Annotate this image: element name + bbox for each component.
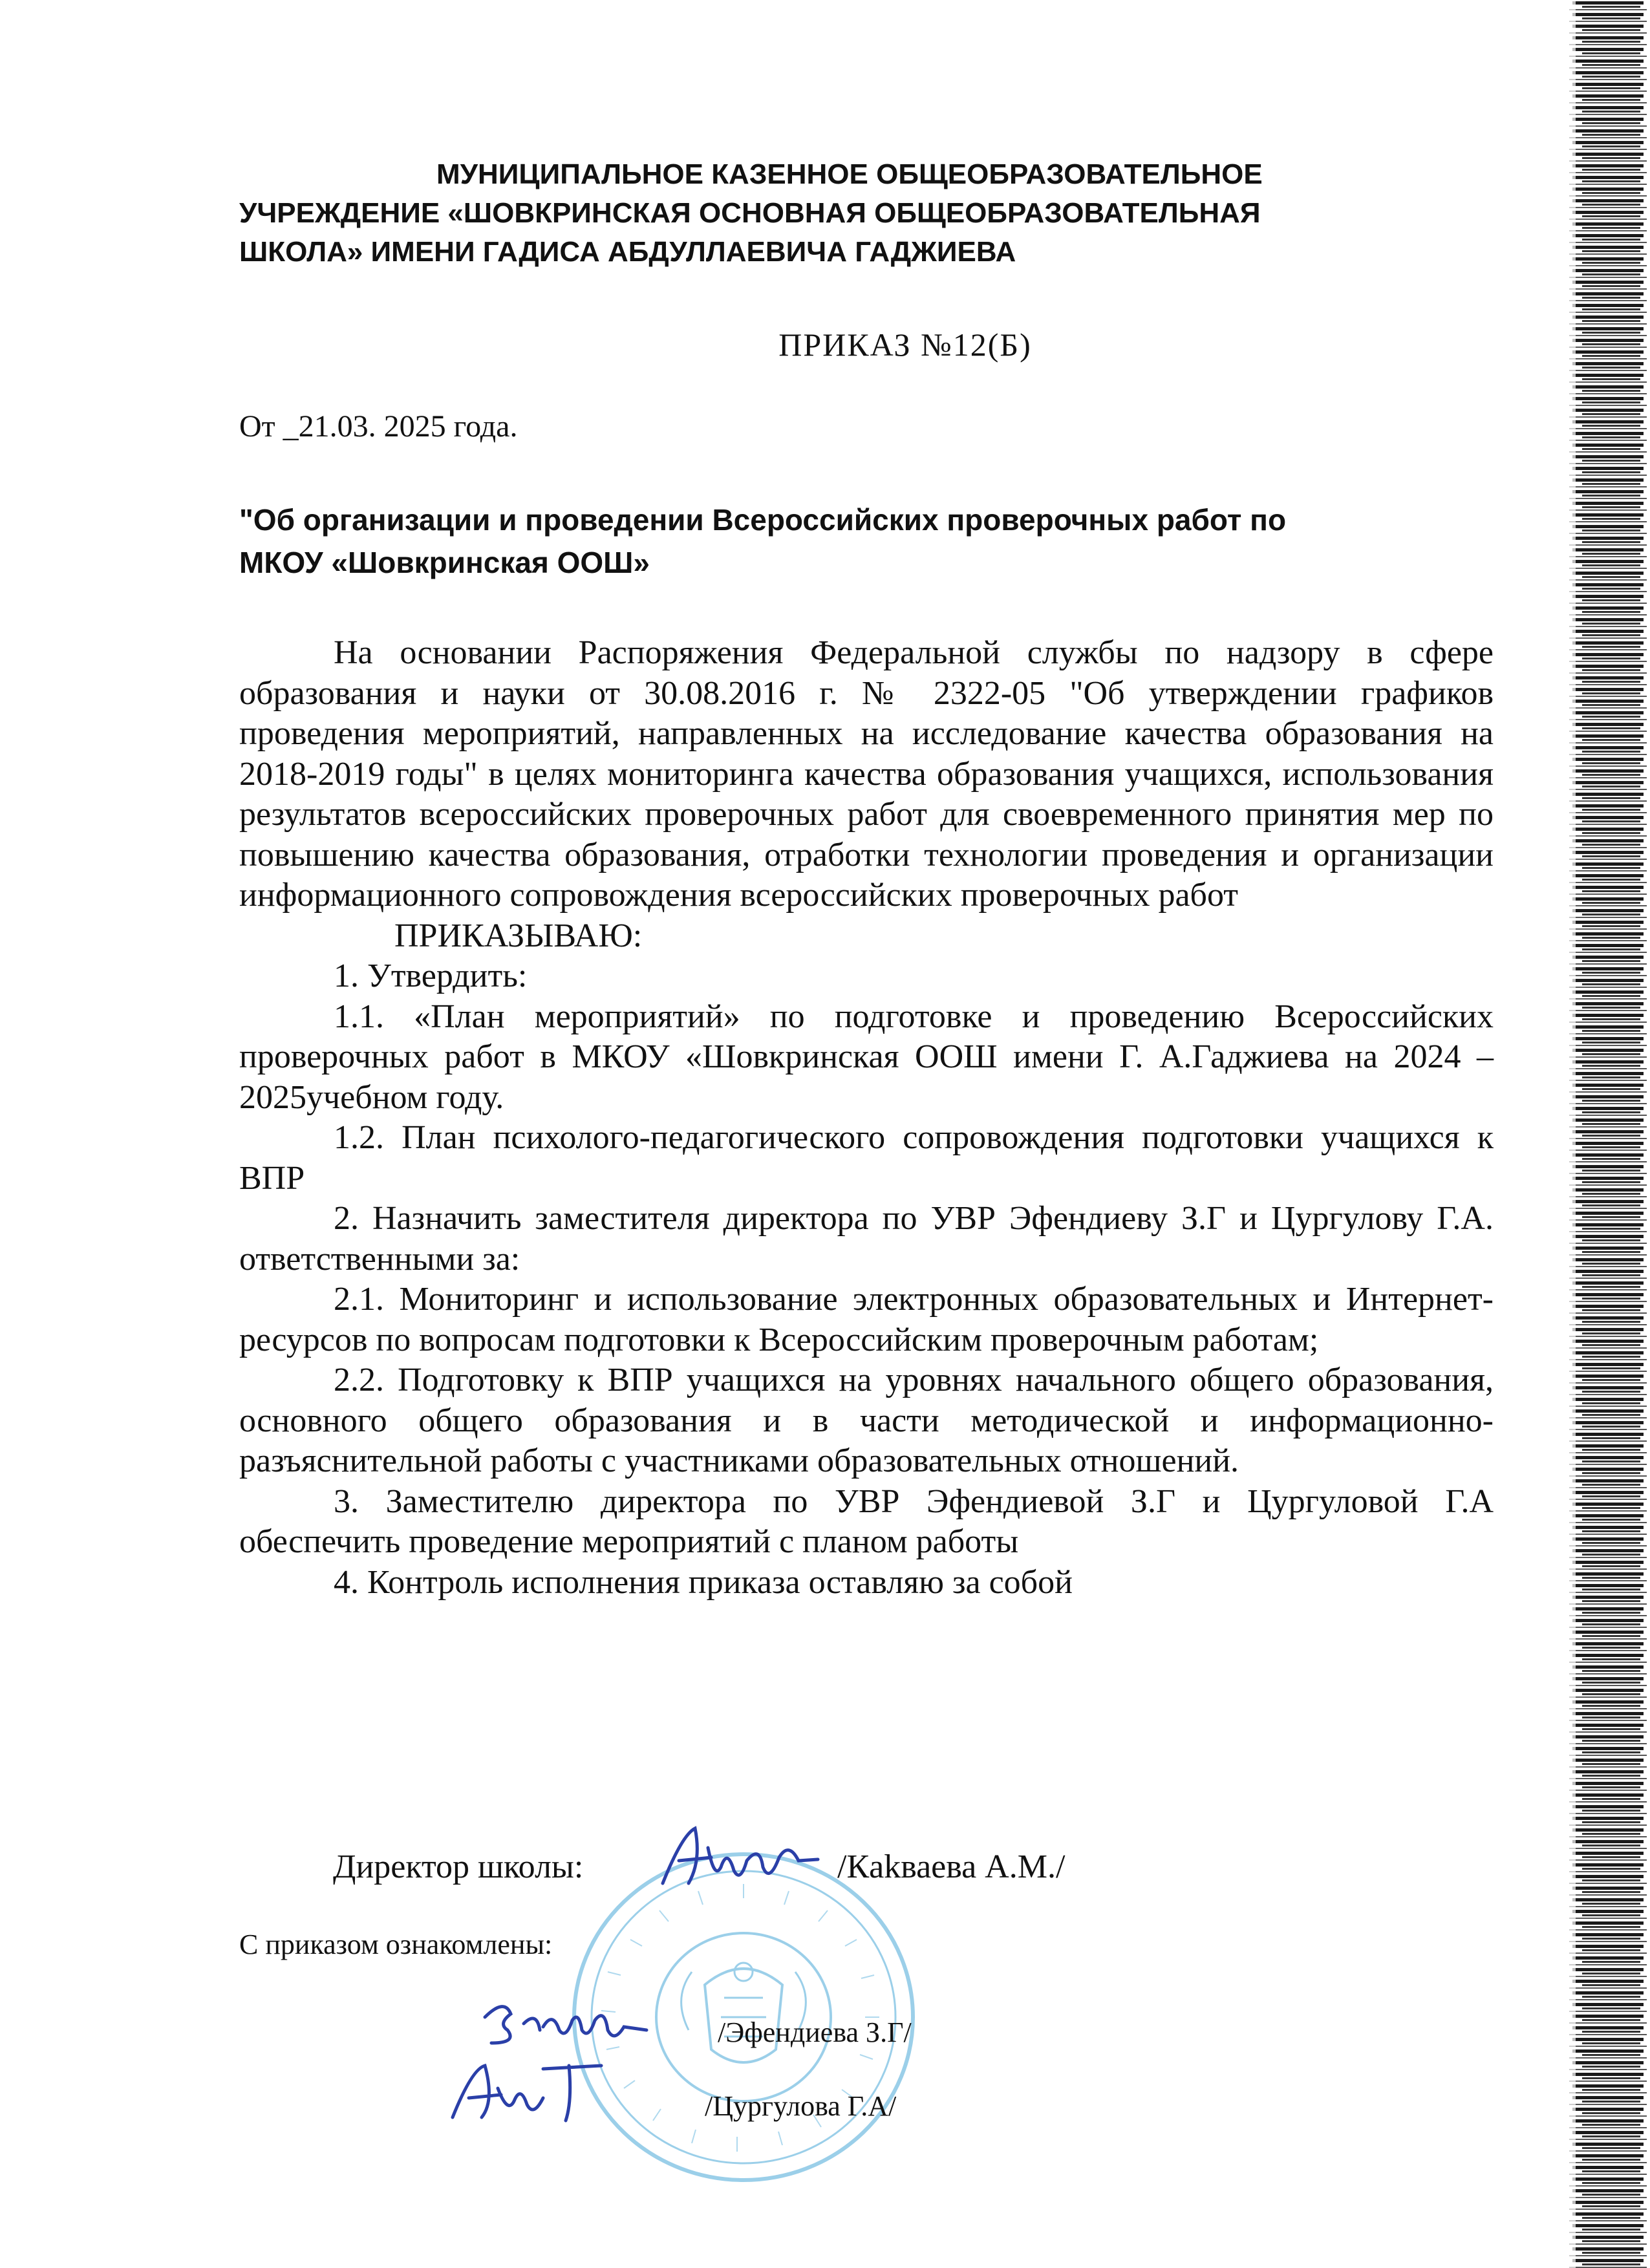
acknowledgement-label: С приказом ознакомлены: [239, 1929, 553, 1960]
preamble-paragraph: На основании Распоряжения Федеральной службы по надзору в сфере образования и науки от 30.08.2016 г. № 2322-05 "Об утверждении графиков проведения мероприятий, направленных на исследование качества образования на 2018-2019 годы" в целях мониторинга качества образования учащихся, использования результатов всероссийских проверочных работ для своевременного принятия мер по повышению качества образования, отработки технологии проведения и организации информационного сопровождения всероссийских проверочных работ [239, 634, 1494, 914]
order-item: 4. Контроль исполнения приказа оставляю за собой [334, 1563, 1073, 1601]
director-label: Директор школы: [333, 1848, 584, 1885]
order-body [239, 633, 1494, 1603]
header-line-3: ШКОЛА» ИМЕНИ ГАДИСА АБДУЛЛАЕВИЧА ГАДЖИЕВА [239, 236, 1016, 268]
order-item: 1.2. План психолого-педагогического сопровождения подготовки учащихся к ВПР [239, 1119, 1494, 1197]
director-signature [650, 1822, 831, 1899]
header-line-1: МУНИЦИПАЛЬНОЕ КАЗЕННОЕ ОБЩЕОБРАЗОВАТЕЛЬНОЕ [436, 158, 1263, 190]
subject-line-1: "Об организации и проведении Всероссийских проверочных работ по [239, 503, 1287, 537]
order-item: 2.2. Подготовку к ВПР учащихся на уровнях начального общего образования, основного общего образования и в части методической и информационно-разъяснительной работы с участниками образовательных отношений. [239, 1362, 1494, 1479]
organization-header [239, 155, 1494, 272]
ack-name-1: /Эфендиева З.Г/ [718, 2017, 912, 2048]
scan-edge-artifact [1559, 0, 1650, 2268]
header-line-2: УЧРЕЖДЕНИЕ «ШОВКРИНСКАЯ ОСНОВНАЯ ОБЩЕОБРАЗОВАТЕЛЬНАЯ [239, 197, 1261, 229]
ack-name-2: /Цургулова Г.А/ [705, 2090, 897, 2122]
order-item: 2. Назначить заместителя директора по УВР Эфендиеву З.Г и Цургулову Г.А. ответственными за: [239, 1200, 1494, 1278]
order-item: 1.1. «План мероприятий» по подготовке и проведению Всероссийских проверочных работ в МКОУ «Шовкринская ООШ имени Г. А.Гаджиева на 2024 – 2025учебном году. [239, 998, 1494, 1116]
director-name: /Кakваева А.М./ [837, 1848, 1066, 1885]
order-item: 3. Заместителю директора по УВР Эфендиевой З.Г и Цургуловой Г.А обеспечить проведение мероприятий с планом работы [239, 1482, 1494, 1560]
order-item: 2.1. Мониторинг и использование электронных образовательных и Интернет-ресурсов по вопросам подготовки к Всероссийским проверочным работам; [239, 1281, 1494, 1358]
signature-tsurgulova [446, 2056, 614, 2127]
order-item: 1. Утвердить: [334, 957, 528, 994]
order-title: ПРИКАЗ №12(Б) [778, 326, 1032, 363]
orders-word: ПРИКАЗЫВАЮ: [394, 917, 643, 954]
subject-line-2: МКОУ «Шовкринская ООШ» [239, 546, 650, 579]
document-content [239, 155, 1494, 1603]
order-subject [239, 498, 1494, 584]
signature-efendieva [478, 1991, 672, 2056]
order-date: От _21.03. 2025 года. [239, 409, 518, 444]
